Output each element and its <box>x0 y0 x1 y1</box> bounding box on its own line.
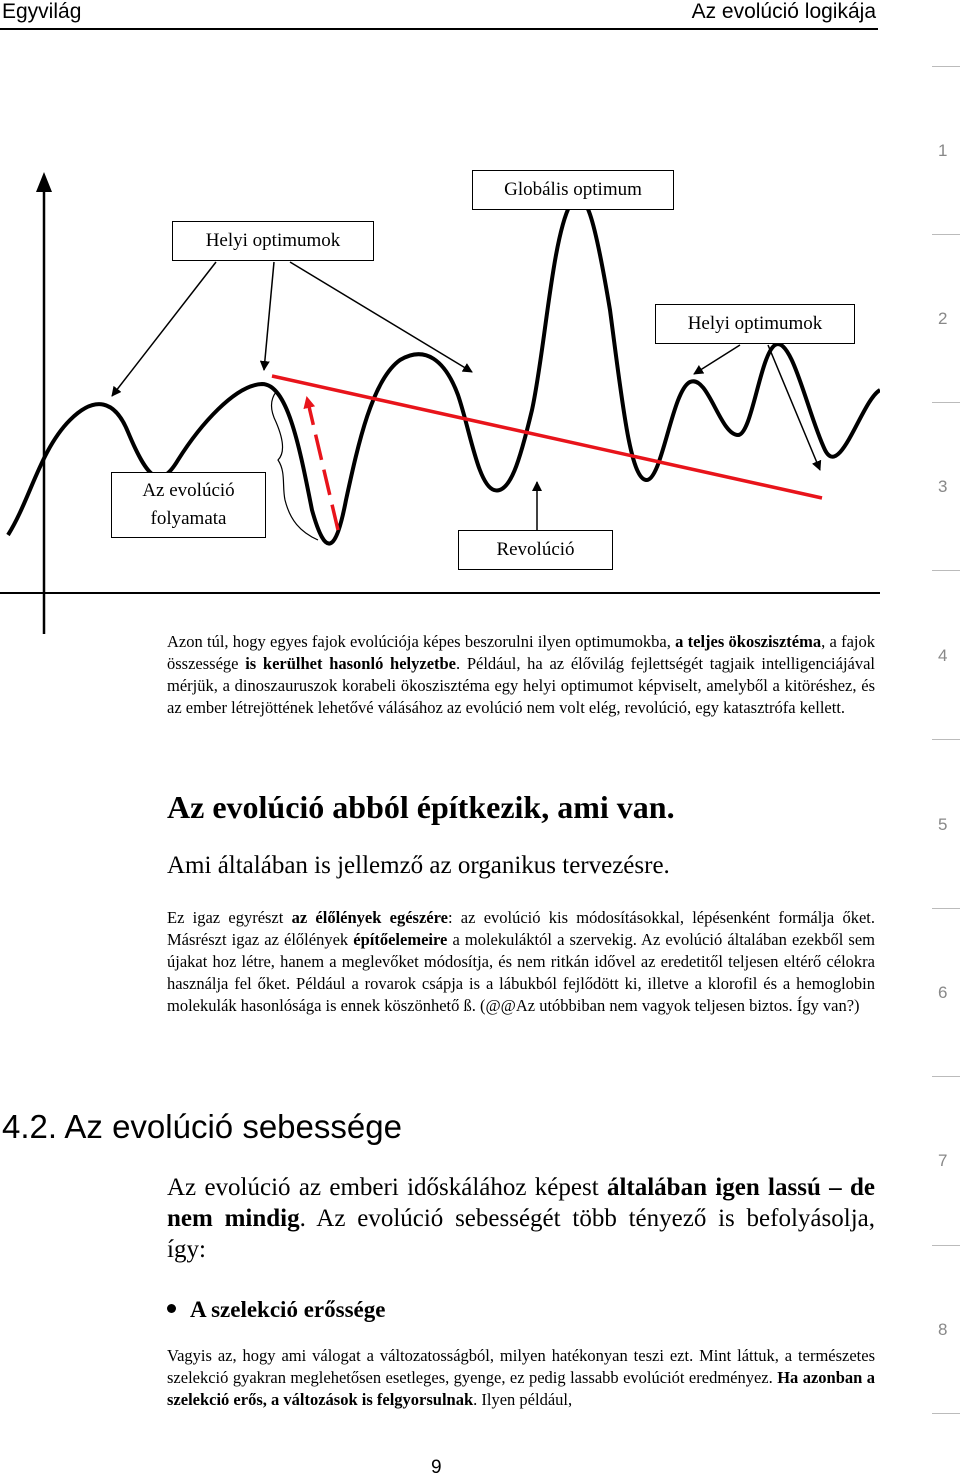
text-run: : az evolúció kis módosításokkal, lépésenként formálja őket. Másrészt igaz az élőlények <box>167 908 875 949</box>
paragraph-selection <box>167 1345 875 1411</box>
text-run: Az evolúció az emberi időskálához képest <box>167 1174 607 1201</box>
margin-rule <box>932 402 960 403</box>
arrow-local-right-1 <box>694 345 740 374</box>
fitness-landscape-diagram <box>0 160 880 640</box>
text-run: Ez igaz egyrészt <box>167 908 292 927</box>
header-rule <box>0 28 878 30</box>
header-left-title: Egyvilág <box>2 0 82 23</box>
margin-number: 1 <box>938 141 948 160</box>
bullet-label: A szelekció erőssége <box>190 1297 386 1322</box>
bold-run: a teljes ökoszisztéma <box>675 632 822 651</box>
label-evolution-process-line1: Az evolúció <box>142 480 235 501</box>
margin-number: 3 <box>938 477 948 496</box>
paragraph-speed-intro <box>167 1172 875 1265</box>
paragraph-building-blocks <box>167 907 875 1017</box>
margin-rule <box>932 66 960 67</box>
bullet-icon <box>167 1304 176 1313</box>
margin-rule <box>932 1413 960 1414</box>
main-heading: Az evolúció abból építkezik, ami van. <box>167 789 675 825</box>
label-global-optimum: Globális optimum <box>472 170 674 210</box>
bold-run: építőelemeire <box>353 930 448 949</box>
text-run: a molekuláktól a szervekig. Az evolúció általában ezekből sem újakat hoz létre, hanem a meglevőket módosítja, és nem ritkán idővel az eredetitől teljesen eltérő célokra használja fel őket. Például a rovarok csápja is a lábukból fejlődött ki, illetve a klorofil és a hemoglobin molekulák hasonlósága is ennek köszönhető ß. (@@Az utóbbiban nem vagyok teljesen biztos. Így van?) <box>167 930 875 1015</box>
margin-rule <box>932 739 960 740</box>
y-axis-arrowhead <box>36 172 52 192</box>
arrow-local-left-1 <box>112 262 216 396</box>
text-run: Azon túl, hogy egyes fajok evolúciója képes beszorulni ilyen optimumokba, <box>167 632 676 651</box>
margin-number: 2 <box>938 309 948 328</box>
label-revolution: Revolúció <box>458 530 613 570</box>
text-run: . Az evolúció sebességét több tényező is befolyásolja, így: <box>167 1205 875 1263</box>
text-run: . Ilyen például, <box>473 1390 573 1409</box>
label-local-optima-left: Helyi optimumok <box>172 221 374 261</box>
margin-rule <box>932 908 960 909</box>
section-title: 4.2. Az evolúció sebessége <box>2 1108 402 1145</box>
margin-rule <box>932 234 960 235</box>
margin-number: 7 <box>938 1151 948 1170</box>
margin-rule <box>932 570 960 571</box>
bold-run: általában igen lassú – de nem mindig <box>167 1174 875 1232</box>
margin-number: 5 <box>938 815 948 834</box>
bold-run: az élőlények egészére <box>291 908 448 927</box>
header-right-title: Az evolúció logikája <box>691 0 876 23</box>
arrow-local-left-3 <box>290 262 472 372</box>
margin-number: 4 <box>938 646 948 665</box>
bullet-item <box>167 1297 385 1323</box>
label-local-optima-right: Helyi optimumok <box>655 304 855 344</box>
red-connection-line <box>272 376 822 498</box>
arrow-local-left-2 <box>264 262 274 370</box>
label-evolution-process <box>111 472 266 538</box>
text-run: Vagyis az, hogy ami válogat a változatosságból, milyen hatékonyan teszi ezt. Mint láttuk, a természetes szelekció gyakran meglehetősen esetleges, gyenge, ez pedig lassabb evolúciót eredményez. <box>167 1346 875 1387</box>
bold-run: is kerülhet hasonló helyzetbe <box>245 654 457 673</box>
margin-number: 6 <box>938 983 948 1002</box>
margin-rule <box>932 1076 960 1077</box>
label-evolution-process-line2: folyamata <box>150 508 227 529</box>
margin-number: 8 <box>938 1320 948 1339</box>
text-run: , a fajok összessége <box>167 632 875 673</box>
page-number: 9 <box>431 1457 442 1478</box>
text-run: . Például, ha az élővilág fejlettségét tagjaik intelligenciájával mérjük, a dinoszauruszok korabeli ökoszisztéma egy helyi optimumot képviselt, amelyből a kitöréshez, és az ember létrejöttének lehetővé válásához az evolúció nem volt elég, revolúció, egy katasztrófa kellett. <box>167 654 876 717</box>
bold-run: Ha azonban a szelekció erős, a változások is felgyorsulnak <box>167 1368 876 1409</box>
subheading: Ami általában is jellemző az organikus tervezésre. <box>167 852 670 879</box>
margin-rule <box>932 1245 960 1246</box>
paragraph-ecosystem <box>167 631 875 719</box>
